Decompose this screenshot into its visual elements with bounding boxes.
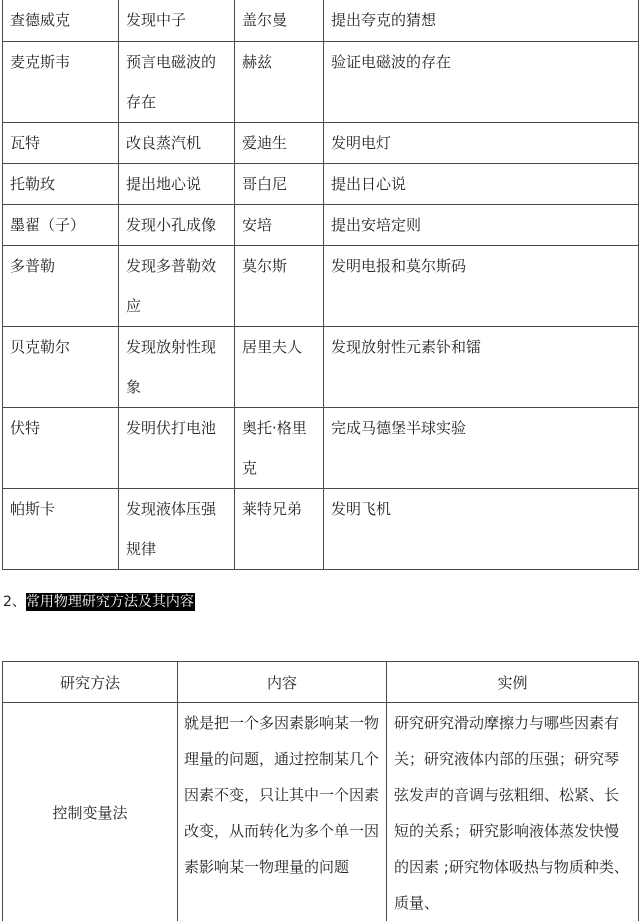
scientist-name: 查德威克 bbox=[3, 0, 119, 41]
scientist-name: 帕斯卡 bbox=[3, 488, 119, 569]
scientist-achievement: 提出日心说 bbox=[324, 163, 639, 204]
scientist-name: 莫尔斯 bbox=[235, 245, 324, 326]
scientist-achievement: 发现中子 bbox=[119, 0, 235, 41]
scientist-achievement: 发现多普勒效应 bbox=[119, 245, 235, 326]
table-row bbox=[3, 204, 639, 245]
scientist-achievement: 完成马德堡半球实验 bbox=[324, 407, 639, 488]
scientist-name: 居里夫人 bbox=[235, 326, 324, 407]
scientist-achievement: 发明伏打电池 bbox=[119, 407, 235, 488]
section-number: 2、 bbox=[3, 594, 26, 610]
table-row bbox=[3, 122, 639, 163]
scientist-name: 墨翟（子） bbox=[3, 204, 119, 245]
scientist-name: 多普勒 bbox=[3, 245, 119, 326]
scientist-achievement: 发明电灯 bbox=[324, 122, 639, 163]
method-examples: 研究研究滑动摩擦力与哪些因素有关；研究液体内部的压强；研究琴弦发声的音调与弦粗细、松紧、长短的关系；研究影响液体蒸发快慢的因素 ;研究物体吸热与物质种类、质量、 bbox=[387, 703, 639, 921]
scientist-achievement: 发现放射性元素钋和镭 bbox=[324, 326, 639, 407]
table-row bbox=[3, 703, 639, 921]
scientist-achievement: 发明飞机 bbox=[324, 488, 639, 569]
table-row bbox=[3, 0, 639, 41]
research-methods-table bbox=[2, 661, 639, 921]
scientist-achievement: 发明电报和莫尔斯码 bbox=[324, 245, 639, 326]
scientist-name: 赫兹 bbox=[235, 41, 324, 122]
scientist-name: 奥托·格里克 bbox=[235, 407, 324, 488]
section-title: 常用物理研究方法及其内容 bbox=[26, 593, 195, 611]
column-header-method: 研究方法 bbox=[3, 662, 178, 703]
scientist-achievement: 发现液体压强规律 bbox=[119, 488, 235, 569]
scientist-name: 瓦特 bbox=[3, 122, 119, 163]
scientist-name: 伏特 bbox=[3, 407, 119, 488]
scientist-name: 麦克斯韦 bbox=[3, 41, 119, 122]
scientist-name: 盖尔曼 bbox=[235, 0, 324, 41]
table-row bbox=[3, 326, 639, 407]
column-header-content: 内容 bbox=[178, 662, 387, 703]
scientist-achievement: 验证电磁波的存在 bbox=[324, 41, 639, 122]
scientist-name: 爱迪生 bbox=[235, 122, 324, 163]
table-row bbox=[3, 163, 639, 204]
scientist-name: 托勒玫 bbox=[3, 163, 119, 204]
scientist-name: 哥白尼 bbox=[235, 163, 324, 204]
table-row bbox=[3, 245, 639, 326]
scientist-achievement: 提出夸克的猜想 bbox=[324, 0, 639, 41]
scientist-achievement: 预言电磁波的存在 bbox=[119, 41, 235, 122]
scientist-name: 贝克勒尔 bbox=[3, 326, 119, 407]
column-header-examples: 实例 bbox=[387, 662, 639, 703]
scientist-achievement: 提出安培定则 bbox=[324, 204, 639, 245]
scientist-achievement: 发现放射性现象 bbox=[119, 326, 235, 407]
section-heading bbox=[3, 592, 195, 612]
scientist-achievement: 提出地心说 bbox=[119, 163, 235, 204]
method-name: 控制变量法 bbox=[3, 703, 178, 921]
table-header-row bbox=[3, 662, 639, 703]
table-row bbox=[3, 41, 639, 122]
scientist-name: 安培 bbox=[235, 204, 324, 245]
table-row bbox=[3, 488, 639, 569]
scientist-name: 莱特兄弟 bbox=[235, 488, 324, 569]
method-content: 就是把一个多因素影响某一物理量的问题，通过控制某几个因素不变，只让其中一个因素改变，从而转化为多个单一因素影响某一物理量的问题 bbox=[178, 703, 387, 921]
table-row bbox=[3, 407, 639, 488]
scientist-achievement: 改良蒸汽机 bbox=[119, 122, 235, 163]
scientists-table bbox=[2, 0, 639, 570]
scientist-achievement: 发现小孔成像 bbox=[119, 204, 235, 245]
